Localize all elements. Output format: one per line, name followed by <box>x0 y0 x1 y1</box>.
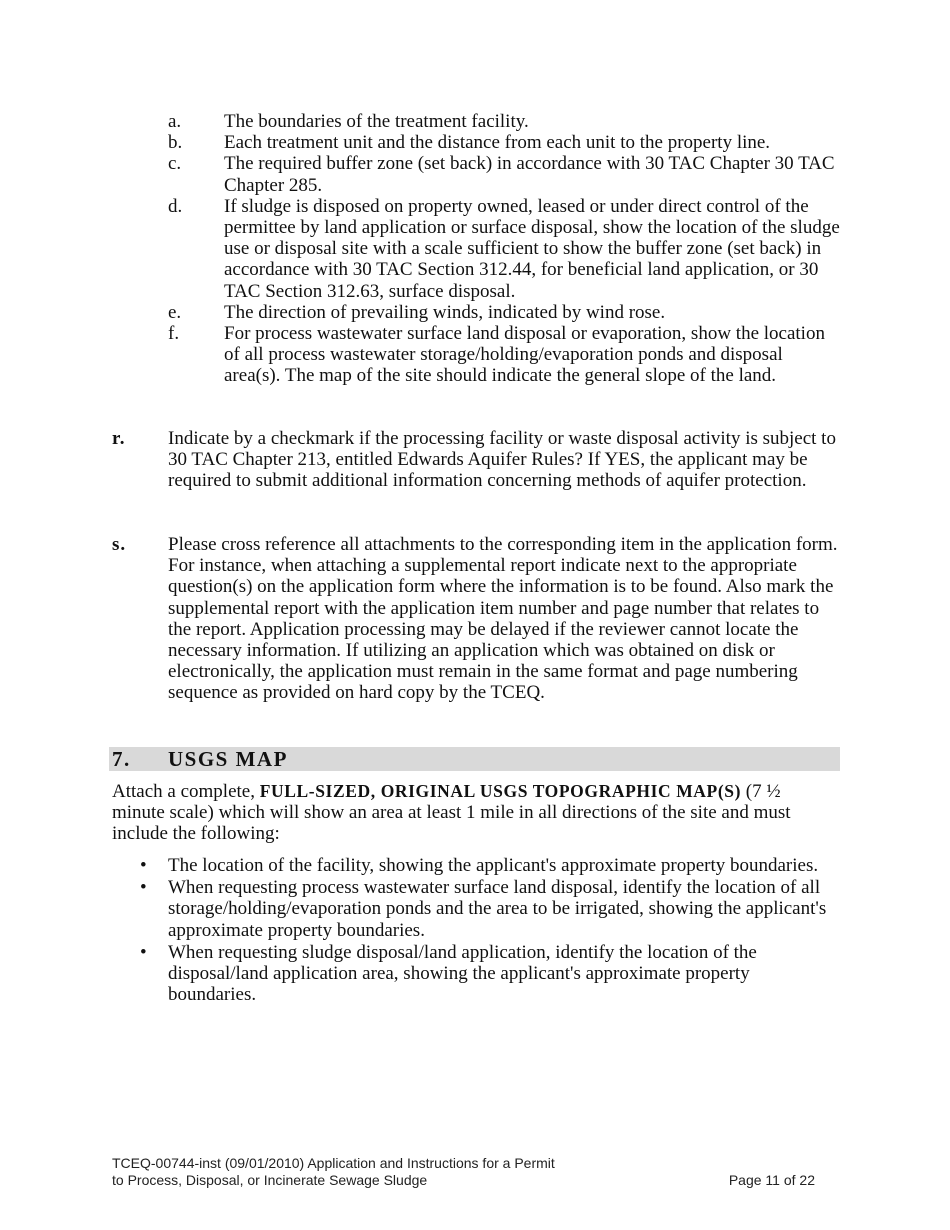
section-heading-usgs-map <box>109 747 840 771</box>
page-number: Page 11 of 22 <box>728 1172 815 1188</box>
intro-text-before: Attach a complete, <box>112 781 260 802</box>
list-item-letter: f. <box>168 323 180 345</box>
bullet-icon: • <box>140 941 147 963</box>
item-s <box>112 534 842 704</box>
section-number: 7. <box>112 747 131 771</box>
list-item <box>168 302 843 323</box>
list-item-letter: c. <box>168 153 182 175</box>
list-item-text: Each treatment unit and the distance from each unit to the property line. <box>224 132 771 154</box>
bullet-text: When requesting sludge disposal/land application, identify the location of the disposal/land application area, showing the applicant's approximate property boundaries. <box>168 941 757 1006</box>
item-r <box>112 428 842 492</box>
section-intro <box>112 781 832 845</box>
item-r-text: Indicate by a checkmark if the processing facility or waste disposal activity is subject to 30 TAC Chapter 213, entitled Edwards Aquifer Rules? If YES, the applicant may be required to submit additional information concerning methods of aquifer protection. <box>168 428 836 492</box>
intro-text-after: (7 ½ minute scale) which will show an area at least 1 mile in all directions of the site and must include the following: <box>112 781 791 845</box>
list-item-letter: a. <box>168 111 182 132</box>
list-item-text: The required buffer zone (set back) in accordance with 30 TAC Chapter 30 TAC Chapter 285. <box>224 153 835 196</box>
map-requirements-list <box>168 111 843 387</box>
list-item <box>168 132 843 153</box>
page-footer <box>112 1155 817 1189</box>
list-item-text: For process wastewater surface land disposal or evaporation, show the location of all process wastewater storage/holding/evaporation ponds and disposal area(s). The map of the site should indicate the general slope of the land. <box>224 323 825 387</box>
bullet-text: The location of the facility, showing the applicant's approximate property boundaries. <box>168 855 819 876</box>
item-r-letter: r. <box>112 428 126 449</box>
bullet-item <box>140 877 840 941</box>
list-item <box>168 196 843 302</box>
list-item-text: The direction of prevailing winds, indicated by wind rose. <box>224 301 666 323</box>
bullet-item <box>140 942 840 1006</box>
list-item-text: The boundaries of the treatment facility. <box>224 111 529 132</box>
list-item <box>168 111 843 132</box>
bullet-item <box>140 855 840 876</box>
list-item <box>168 153 843 195</box>
bullet-icon: • <box>140 855 147 876</box>
item-s-letter: s. <box>112 534 127 555</box>
bullet-text: When requesting process wastewater surface land disposal, identify the location of all storage/holding/evaporation ponds and the area to be irrigated, showing the applicant's approximate property boundaries. <box>168 877 827 941</box>
footer-form-title: to Process, Disposal, or Incinerate Sewage Sludge <box>112 1172 428 1188</box>
usgs-map-requirements <box>140 855 840 1006</box>
bullet-icon: • <box>140 877 147 899</box>
list-item-letter: d. <box>168 195 183 217</box>
list-item-text: If sludge is disposed on property owned, leased or under direct control of the permittee by land application or surface disposal, show the location of the sludge use or disposal site with a scale sufficient to show the buffer zone (set back) in accordance with 30 TAC Section 312.44, for beneficial land application, or 30 TAC Section 312.63, surface disposal. <box>224 195 840 302</box>
list-item-letter: b. <box>168 132 183 154</box>
section-title: USGS MAP <box>168 747 288 771</box>
footer-form-id: TCEQ-00744-inst (09/01/2010) Application and Instructions for a Permit <box>112 1155 555 1171</box>
intro-emphasis: FULL-SIZED, ORIGINAL USGS TOPOGRAPHIC MAP(S) <box>259 781 742 801</box>
item-s-text: Please cross reference all attachments to the corresponding item in the application form. For instance, when attaching a supplemental report indicate next to the appropriate question(s) on the application form where the information is to be found. Also mark the supplemental report with the application item number and page number that relates to the report. Application processing may be delayed if the reviewer cannot locate the necessary information. If utilizing an application which was obtained on disk or electronically, the application must remain in the same format and page numbering sequence as provided on hard copy by the TCEQ. <box>168 534 838 704</box>
list-item-letter: e. <box>168 301 182 323</box>
list-item <box>168 323 843 387</box>
